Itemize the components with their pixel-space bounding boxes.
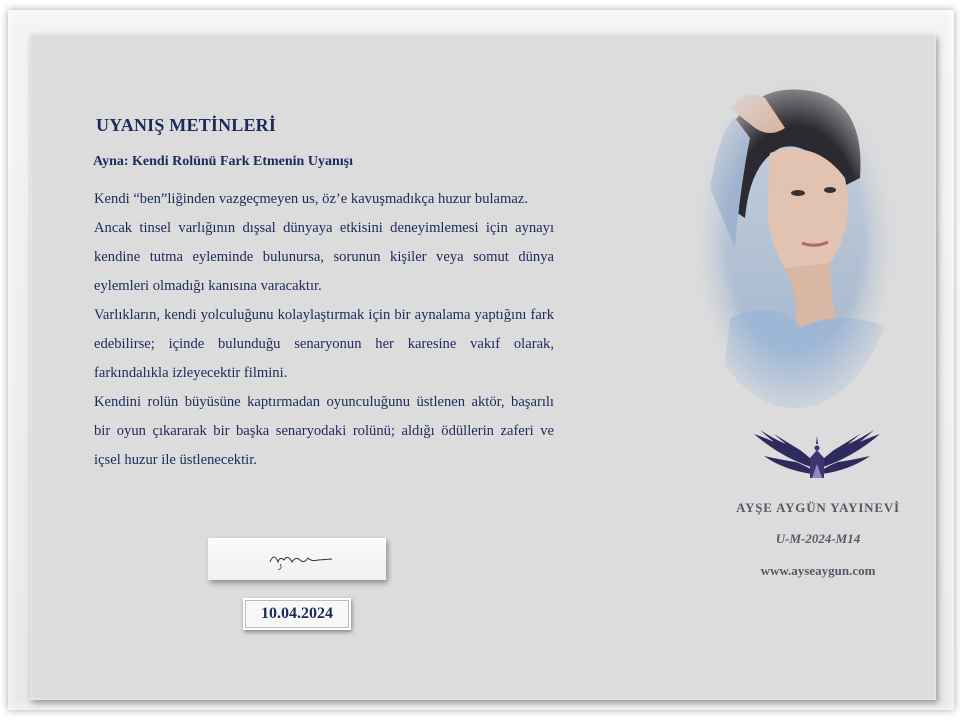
body-text	[94, 185, 554, 475]
signature-card	[208, 538, 386, 580]
publisher-name: AYŞE AYGÜN YAYINEVİ	[736, 500, 900, 515]
paragraph-3: Varlıkların, kendi yolculuğunu kolaylaştırmak için bir aynalama yaptığını fark edebilirse; içinde bulunduğu senaryonun her karesine vakıf olarak, farkındalıkla izleyecektir filmini.	[94, 307, 554, 381]
subtitle: Ayna: Kendi Rolünü Fark Etmenin Uyanışı	[93, 154, 353, 169]
page-title: UYANIŞ METİNLERİ	[96, 115, 277, 135]
portrait-photo	[690, 68, 900, 408]
publisher-website[interactable]: www.ayseaygun.com	[760, 563, 876, 578]
document-code: U-M-2024-M14	[775, 531, 861, 546]
date-label: 10.04.2024	[243, 598, 351, 630]
paragraph-4: Kendini rolün büyüsüne kaptırmadan oyunculuğunu üstlenen aktör, başarılı bir oyun çıkararak bir başka senaryodaki rolünü; aldığı ödüllerin zaferi ve içsel huzur ile üstlenecektir.	[94, 394, 554, 468]
handwritten-signature	[208, 538, 386, 580]
publisher-logo	[752, 428, 882, 489]
paragraph-2: Ancak tinsel varlığının dışsal dünyaya etkisini deneyimlemesi için aynayı kendine tutma eyleminde bulunursa, sorunun kişiler veya somut dünya eylemleri olmadığı kanısına varacaktır.	[94, 220, 554, 294]
paragraph-1: Kendi “ben”liğinden vazgeçmeyen us, öz’e kavuşmadıkça huzur bulamaz.	[94, 191, 528, 207]
